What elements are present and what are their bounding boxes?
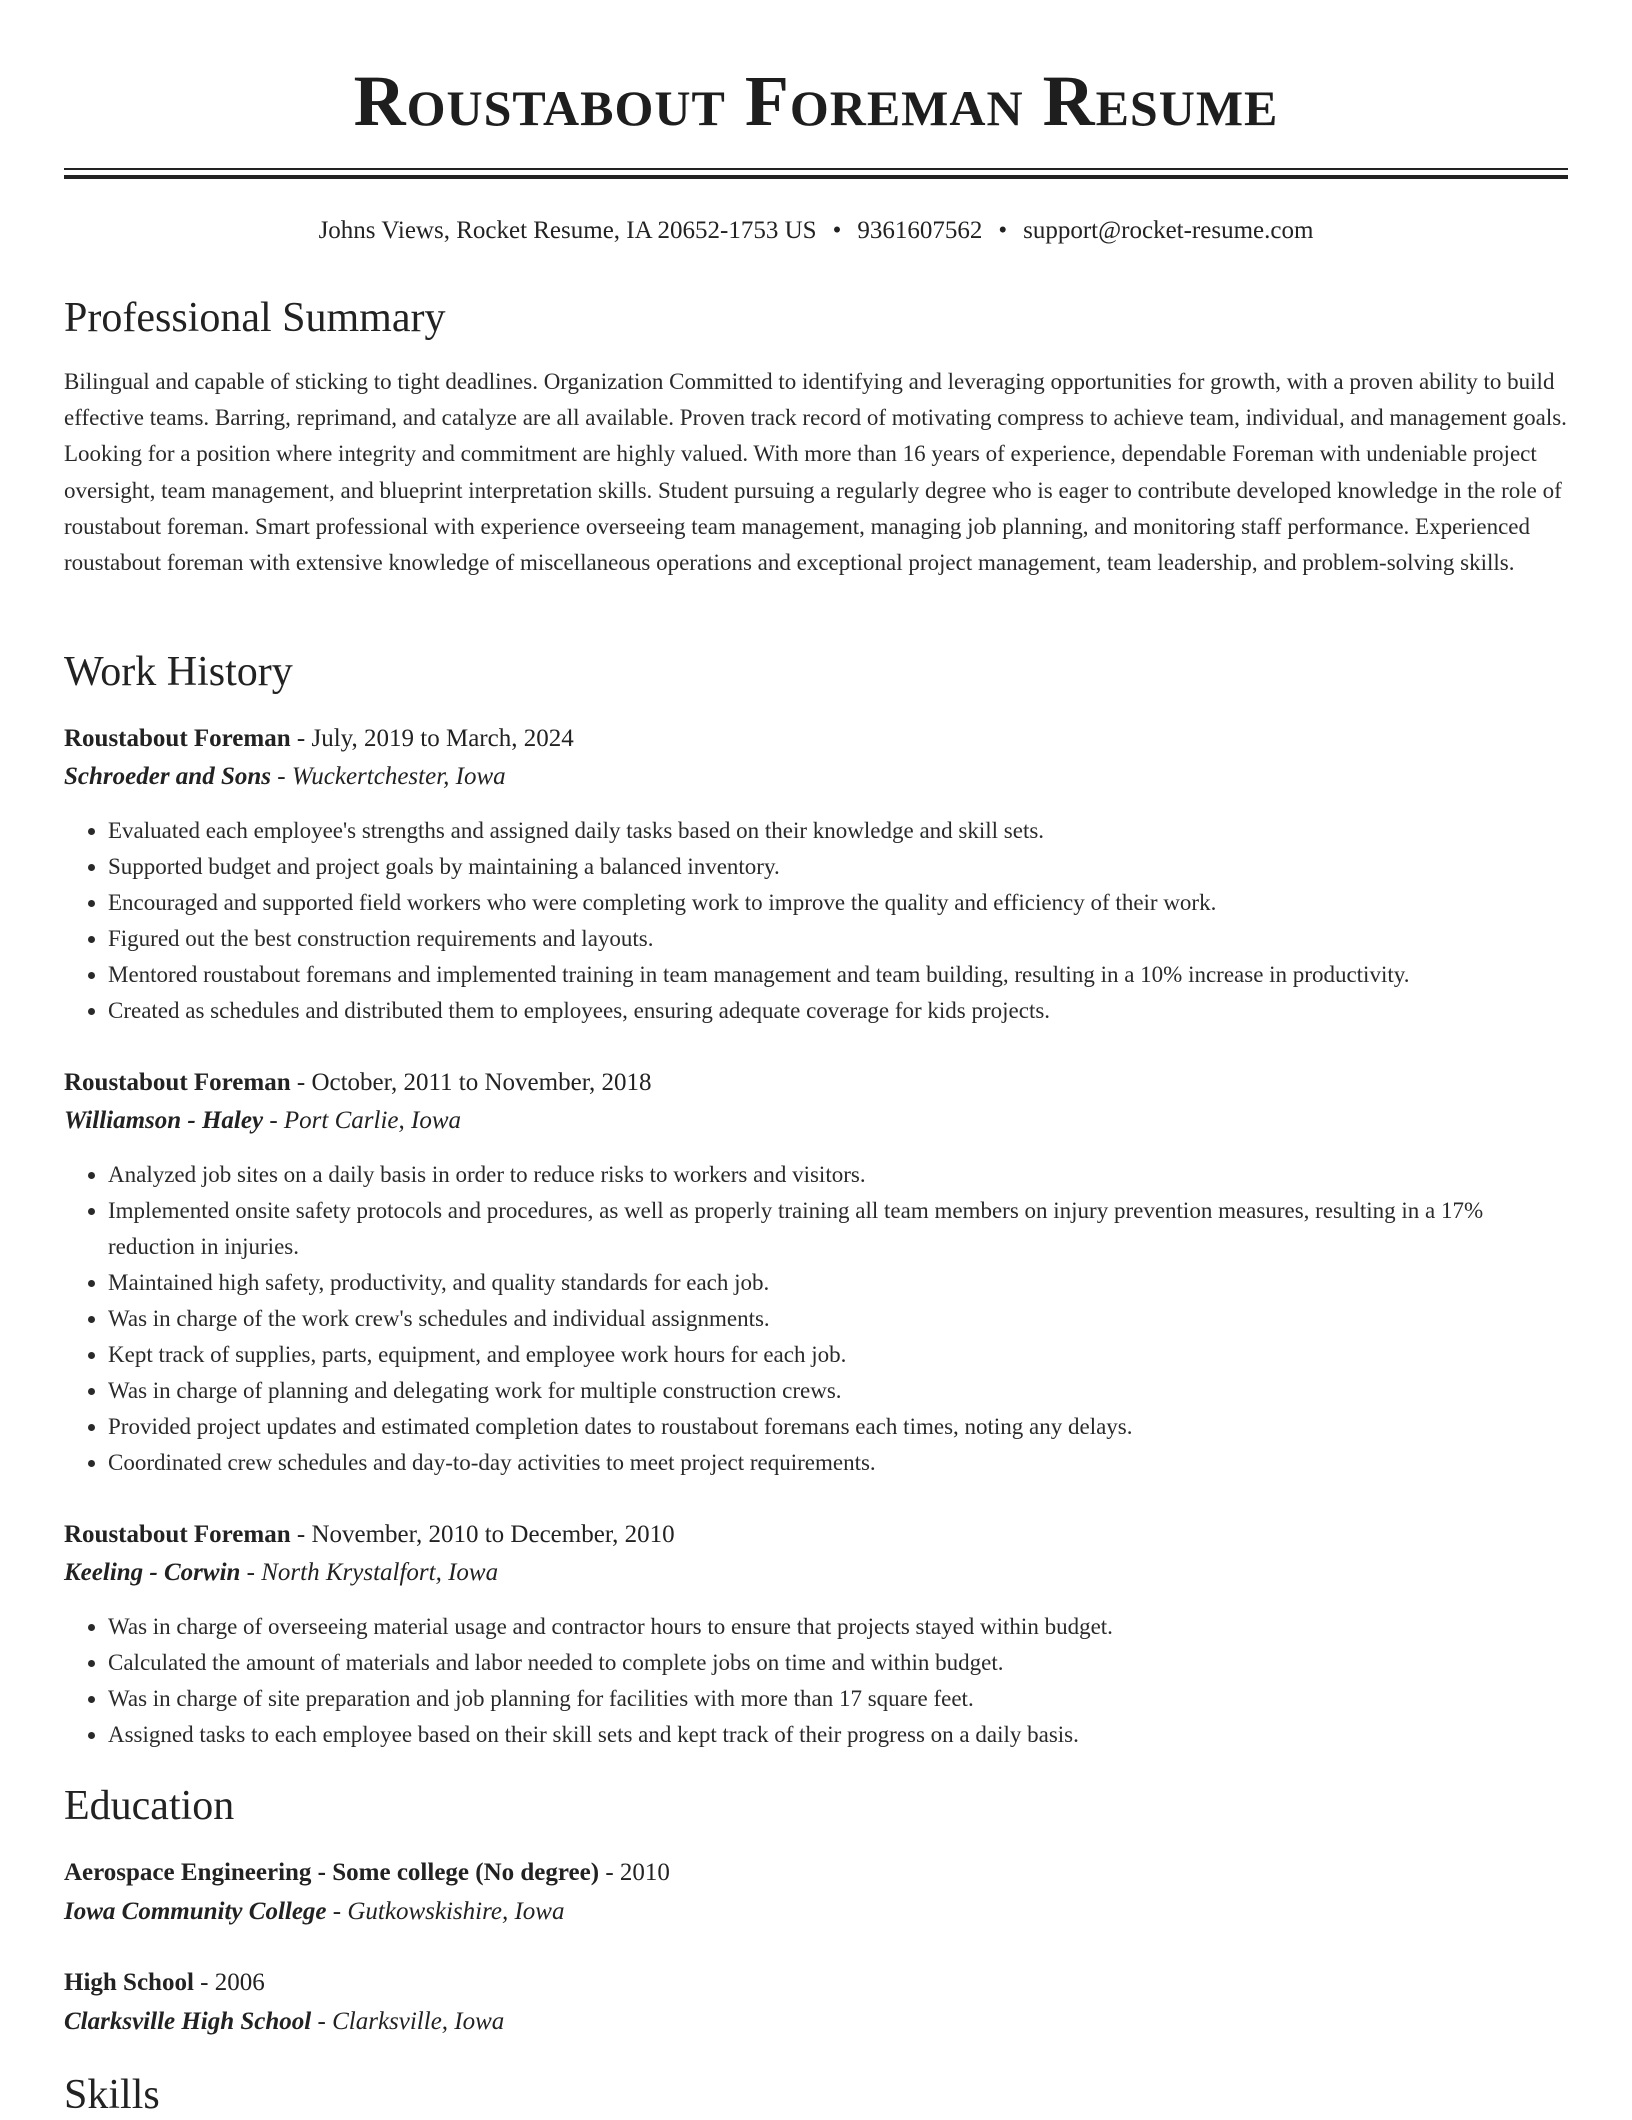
- title-rule-thin: [64, 168, 1568, 170]
- contact-line: [64, 214, 1568, 248]
- employer-line: [64, 1555, 1568, 1591]
- job-dates: - July, 2019 to March, 2024: [290, 725, 574, 752]
- school-name: Iowa Community College: [64, 1898, 327, 1925]
- degree-year: - 2010: [599, 1859, 670, 1886]
- list-item: • Created as schedules and distributed them to employees, ensuring adequate coverage for kids projects.: [108, 993, 1568, 1029]
- job-duties-list: [64, 813, 1568, 1029]
- employer-location: - North Krystalfort, Iowa: [240, 1559, 499, 1586]
- resume-title: Roustabout Foreman Resume: [353, 61, 1279, 141]
- list-item: • Implemented onsite safety protocols and procedures, as well as properly training all team members on injury prevention measures, resulting in a 17% reduction in injuries.: [108, 1193, 1568, 1265]
- list-item: • Calculated the amount of materials and labor needed to complete jobs on time and within budget.: [108, 1645, 1568, 1681]
- contact-separator: •: [998, 217, 1008, 244]
- list-item: • Mentored roustabout foremans and implemented training in team management and team building, resulting in a 10% increase in productivity.: [108, 957, 1568, 993]
- degree-name: Aerospace Engineering - Some college (No degree): [64, 1859, 600, 1886]
- school-line: [64, 1894, 1568, 1930]
- summary-heading: Professional Summary: [64, 295, 446, 341]
- job-title-line: [64, 1517, 1568, 1553]
- skills-heading: Skills: [64, 2072, 160, 2118]
- list-item: • Supported budget and project goals by maintaining a balanced inventory.: [108, 849, 1568, 885]
- job-title-line: [64, 721, 1568, 757]
- employer-name: Keeling - Corwin: [64, 1559, 241, 1586]
- employer-location: - Port Carlie, Iowa: [263, 1107, 461, 1134]
- job-duties-list: [64, 1157, 1568, 1481]
- job-title: Roustabout Foreman: [64, 725, 291, 752]
- degree-year: - 2006: [193, 1969, 265, 1996]
- employer-location: - Wuckertchester, Iowa: [271, 763, 506, 790]
- contact-phone: 9361607562: [857, 217, 983, 244]
- degree-line: [64, 1965, 1568, 2001]
- work-history-heading: Work History: [64, 649, 293, 695]
- job-title: Roustabout Foreman: [64, 1069, 291, 1096]
- education-heading: Education: [64, 1783, 235, 1829]
- contact-separator: •: [832, 217, 842, 244]
- list-item: • Coordinated crew schedules and day-to-day activities to meet project requirements.: [108, 1445, 1568, 1481]
- job-title: Roustabout Foreman: [64, 1521, 291, 1548]
- list-item: • Was in charge of site preparation and job planning for facilities with more than 17 square feet.: [108, 1681, 1568, 1717]
- school-line: [64, 2004, 1568, 2040]
- list-item: • Assigned tasks to each employee based on their skill sets and kept track of their progress on a daily basis.: [108, 1717, 1568, 1753]
- employer-name: Williamson - Haley: [64, 1107, 264, 1134]
- summary-text: Bilingual and capable of sticking to tight deadlines. Organization Committed to identifying and leveraging opportunities for growth, with a proven ability to build effective teams. Barring, reprimand, and catalyze are all available. Proven track record of motivating compress to achieve team, individual, and management goals. Looking for a position where integrity and commitment are highly valued. With more than 16 years of experience, dependable Foreman with undeniable project oversight, team management, and blueprint interpretation skills. Student pursuing a regularly degree who is eager to contribute developed knowledge in the role of roustabout foreman. Smart professional with experience overseeing team management, managing job planning, and monitoring staff performance. Experienced roustabout foreman with extensive knowledge of miscellaneous operations and exceptional project management, team leadership, and problem-solving skills.: [64, 369, 1567, 576]
- employer-line: [64, 759, 1568, 795]
- list-item: • Was in charge of planning and delegating work for multiple construction crews.: [108, 1373, 1568, 1409]
- list-item: • Kept track of supplies, parts, equipment, and employee work hours for each job.: [108, 1337, 1568, 1373]
- degree-line: [64, 1855, 1568, 1891]
- job-title-line: [64, 1065, 1568, 1101]
- list-item: • Figured out the best construction requirements and layouts.: [108, 921, 1568, 957]
- job-dates: - October, 2011 to November, 2018: [290, 1069, 652, 1096]
- contact-email: support@rocket-resume.com: [1023, 217, 1314, 244]
- degree-name: High School: [64, 1969, 194, 1996]
- list-item: • Analyzed job sites on a daily basis in order to reduce risks to workers and visitors.: [108, 1157, 1568, 1193]
- list-item: • Evaluated each employee's strengths and assigned daily tasks based on their knowledge and skill sets.: [108, 813, 1568, 849]
- school-location: - Clarksville, Iowa: [311, 2008, 505, 2035]
- employer-line: [64, 1103, 1568, 1139]
- school-name: Clarksville High School: [64, 2008, 312, 2035]
- title-rule-thick: [64, 175, 1568, 179]
- employer-name: Schroeder and Sons: [64, 763, 271, 790]
- job-dates: - November, 2010 to December, 2010: [290, 1521, 675, 1548]
- list-item: • Encouraged and supported field workers who were completing work to improve the quality and efficiency of their work.: [108, 885, 1568, 921]
- job-duties-list: [64, 1609, 1568, 1753]
- resume-page: [64, 0, 1568, 2118]
- school-location: - Gutkowskishire, Iowa: [326, 1898, 565, 1925]
- list-item: • Provided project updates and estimated completion dates to roustabout foremans each times, noting any delays.: [108, 1409, 1568, 1445]
- list-item: • Was in charge of the work crew's schedules and individual assignments.: [108, 1301, 1568, 1337]
- list-item: • Was in charge of overseeing material usage and contractor hours to ensure that projects stayed within budget.: [108, 1609, 1568, 1645]
- contact-address: Johns Views, Rocket Resume, IA 20652-1753 US: [318, 217, 817, 244]
- list-item: • Maintained high safety, productivity, and quality standards for each job.: [108, 1265, 1568, 1301]
